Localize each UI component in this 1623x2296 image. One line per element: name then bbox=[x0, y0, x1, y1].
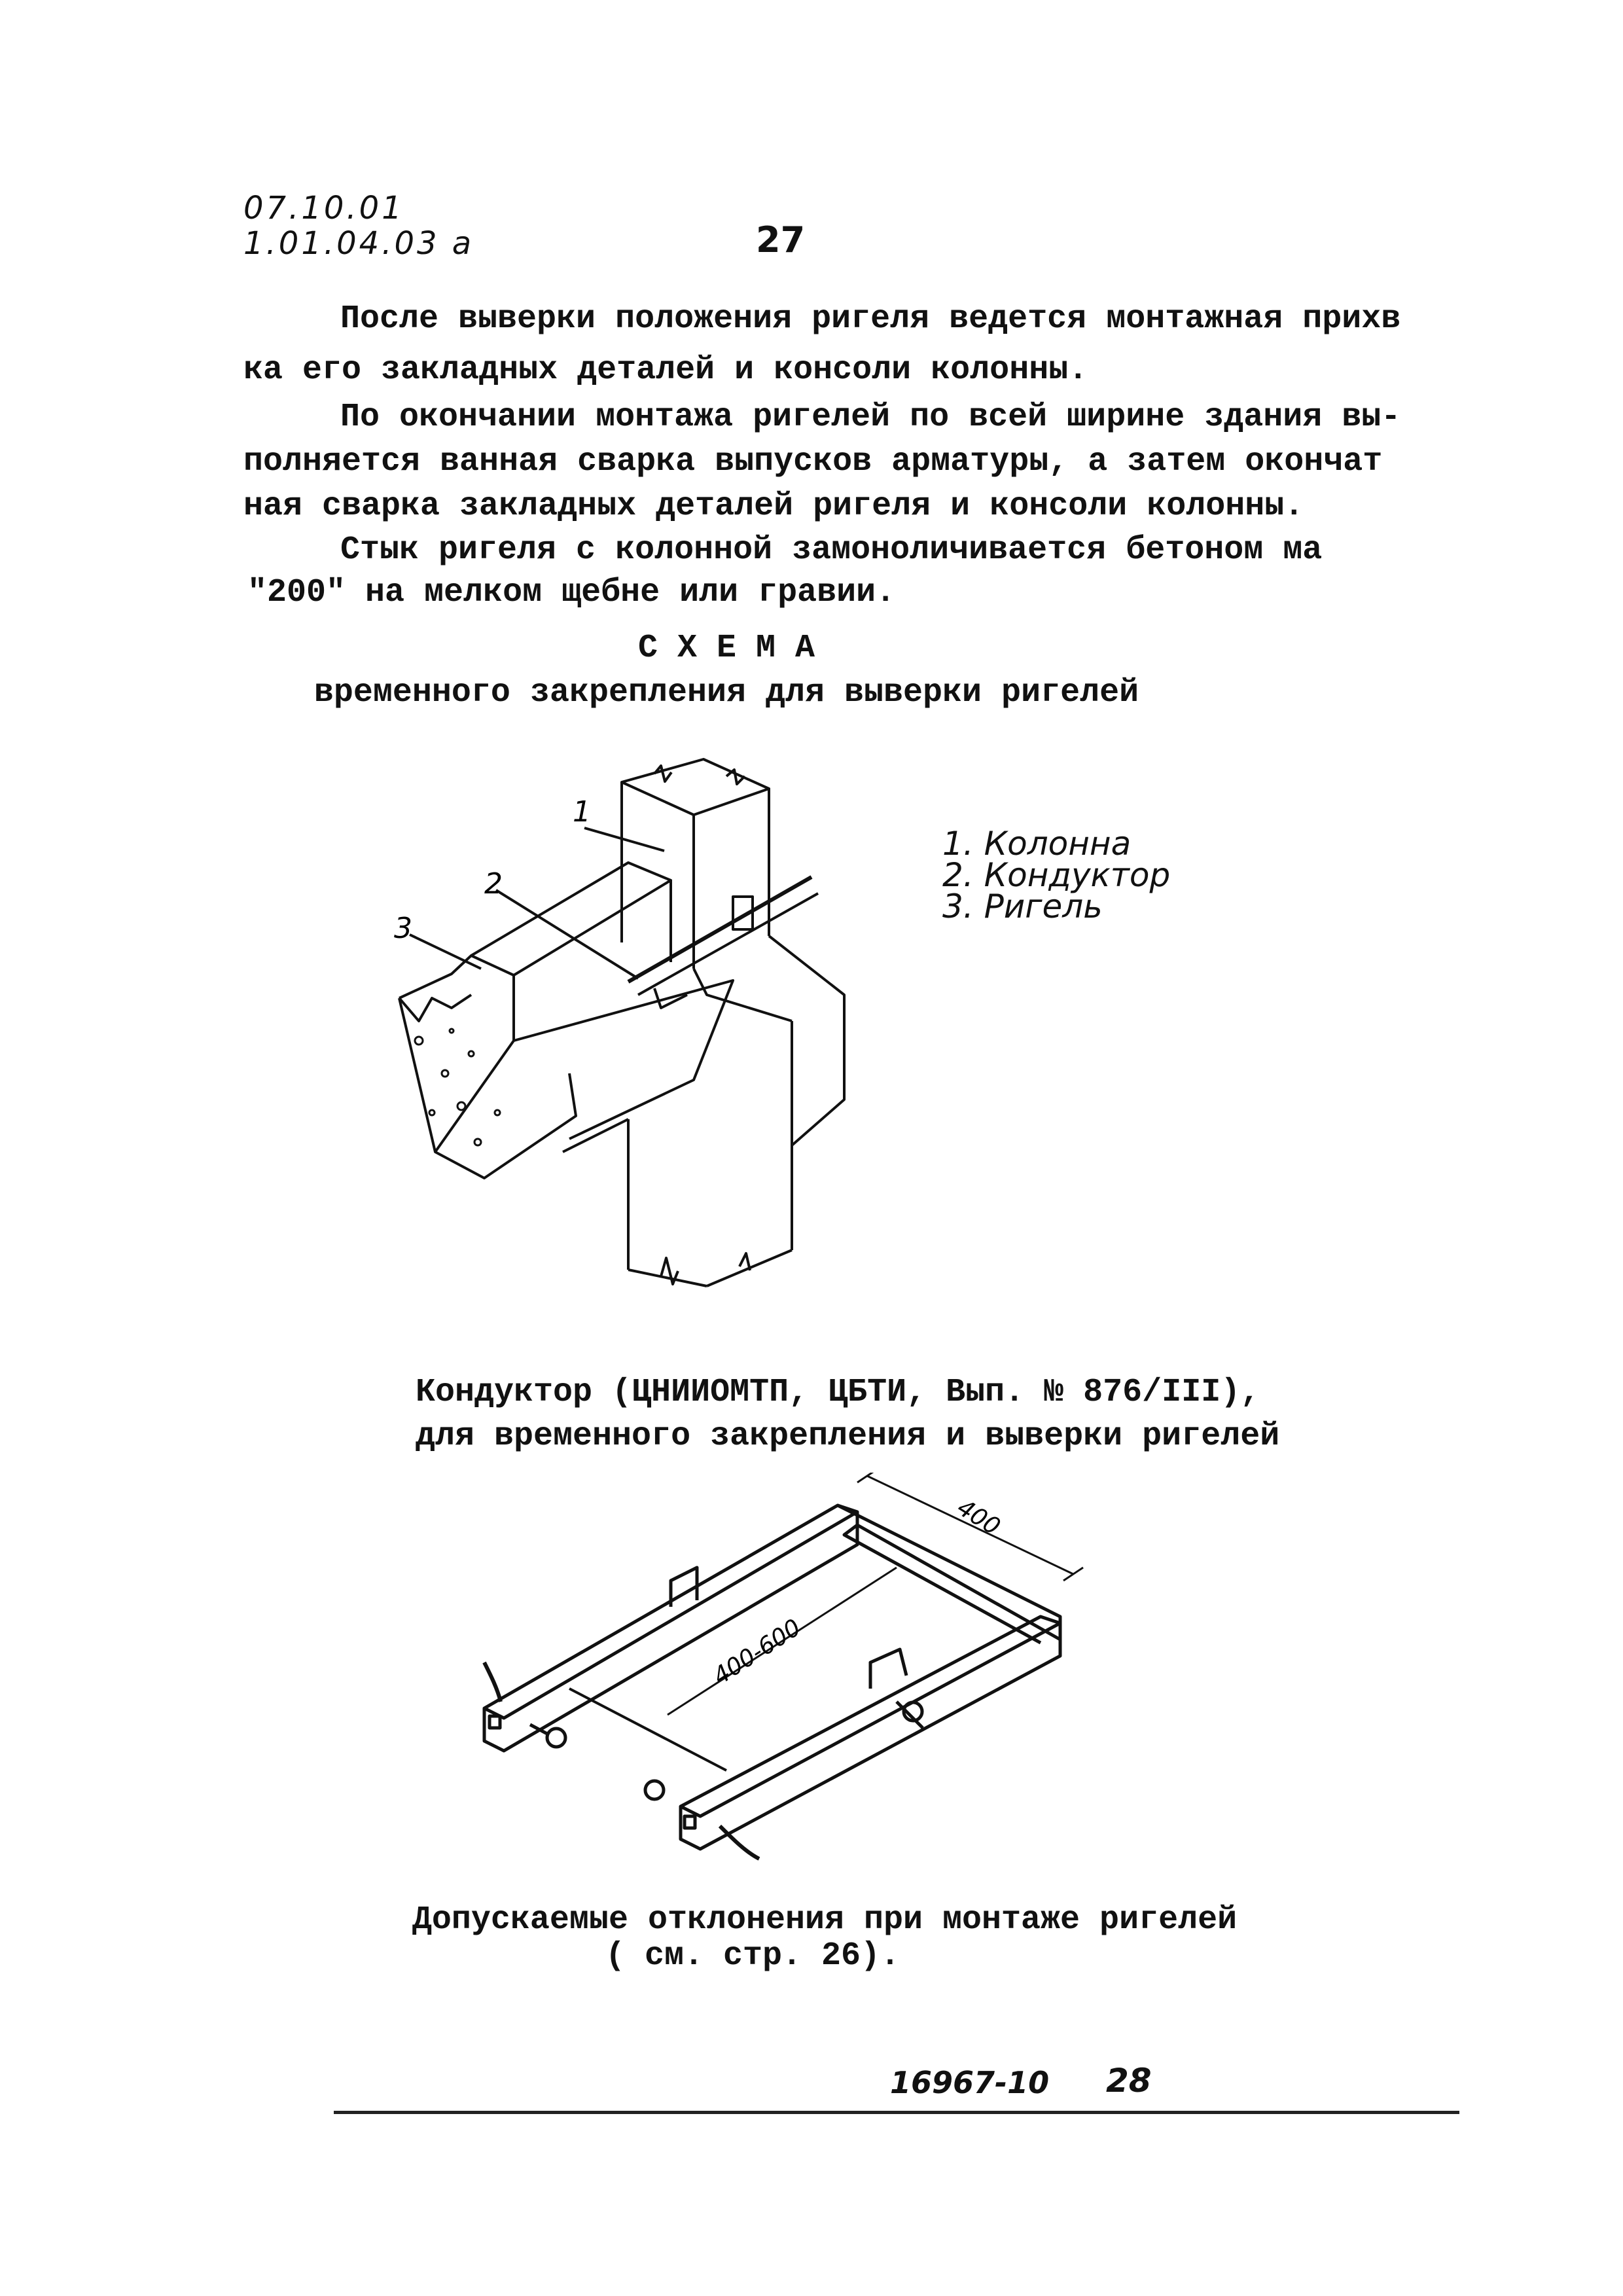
crossbar-section-hatch bbox=[415, 1029, 500, 1145]
paragraph-3-line-2: "200" на мелком щебне или гравии. bbox=[247, 574, 896, 611]
document-code-1: 07.10.01 bbox=[243, 190, 404, 226]
conductor-drawing bbox=[458, 1473, 1113, 1885]
dimension-label-400-600: 400-600 bbox=[708, 1614, 806, 1691]
scheme-title: С Х Е М А bbox=[637, 630, 815, 667]
callout-3-leader bbox=[410, 935, 481, 969]
tolerances-reference: ( см. стр. 26). bbox=[605, 1937, 901, 1975]
legend-item-crossbar: 3. Ригель bbox=[942, 888, 1103, 925]
dimension-label-400: 400 bbox=[952, 1494, 1005, 1541]
paragraph-1-line-2: ка его закладных деталей и консоли колонны. bbox=[243, 351, 1088, 389]
footer-divider bbox=[334, 2111, 1459, 2114]
tolerances-heading: Допускаемые отклонения при монтаже ригелей bbox=[412, 1901, 1238, 1939]
page-number: 27 bbox=[756, 219, 806, 260]
crossbar bbox=[399, 863, 733, 1178]
conductor bbox=[628, 877, 818, 1008]
callout-2: 2 bbox=[484, 867, 503, 901]
footer-sheet-number: 28 bbox=[1106, 2062, 1152, 2100]
callout-2-leader bbox=[496, 890, 638, 978]
paragraph-2-line-3: ная сварка закладных деталей ригеля и консоли колонны. bbox=[243, 488, 1304, 525]
paragraph-3-line-1: Стык ригеля с колонной замоноличивается бетоном ма bbox=[340, 531, 1323, 569]
column-upper bbox=[622, 759, 769, 969]
callout-3: 3 bbox=[394, 912, 412, 945]
paragraph-2-line-2: полняется ванная сварка выпусков арматуры, а затем окончат bbox=[243, 443, 1383, 480]
scheme-subtitle: временного закрепления для выверки ригелей bbox=[313, 674, 1139, 711]
document-code-2: 1.01.04.03 а bbox=[243, 225, 474, 262]
callout-1-leader bbox=[584, 828, 664, 851]
scheme-drawing bbox=[353, 726, 929, 1316]
legend-item-column: 1. Колонна bbox=[942, 825, 1132, 863]
conductor-caption-2: для временного закрепления и выверки ригелей bbox=[416, 1418, 1280, 1455]
paragraph-2-line-1: По окончании монтажа ригелей по всей ширине здания вы- bbox=[340, 399, 1401, 436]
conductor-caption-1: Кондуктор (ЦНИИОМТП, ЦБТИ, Вып. № 876/III), bbox=[416, 1374, 1260, 1411]
legend-item-conductor: 2. Кондуктор bbox=[942, 856, 1171, 894]
callout-1: 1 bbox=[573, 795, 591, 829]
paragraph-1-line-1: После выверки положения ригеля ведется монтажная прихв bbox=[340, 300, 1401, 338]
footer-doc-number: 16967-10 bbox=[890, 2065, 1050, 2100]
